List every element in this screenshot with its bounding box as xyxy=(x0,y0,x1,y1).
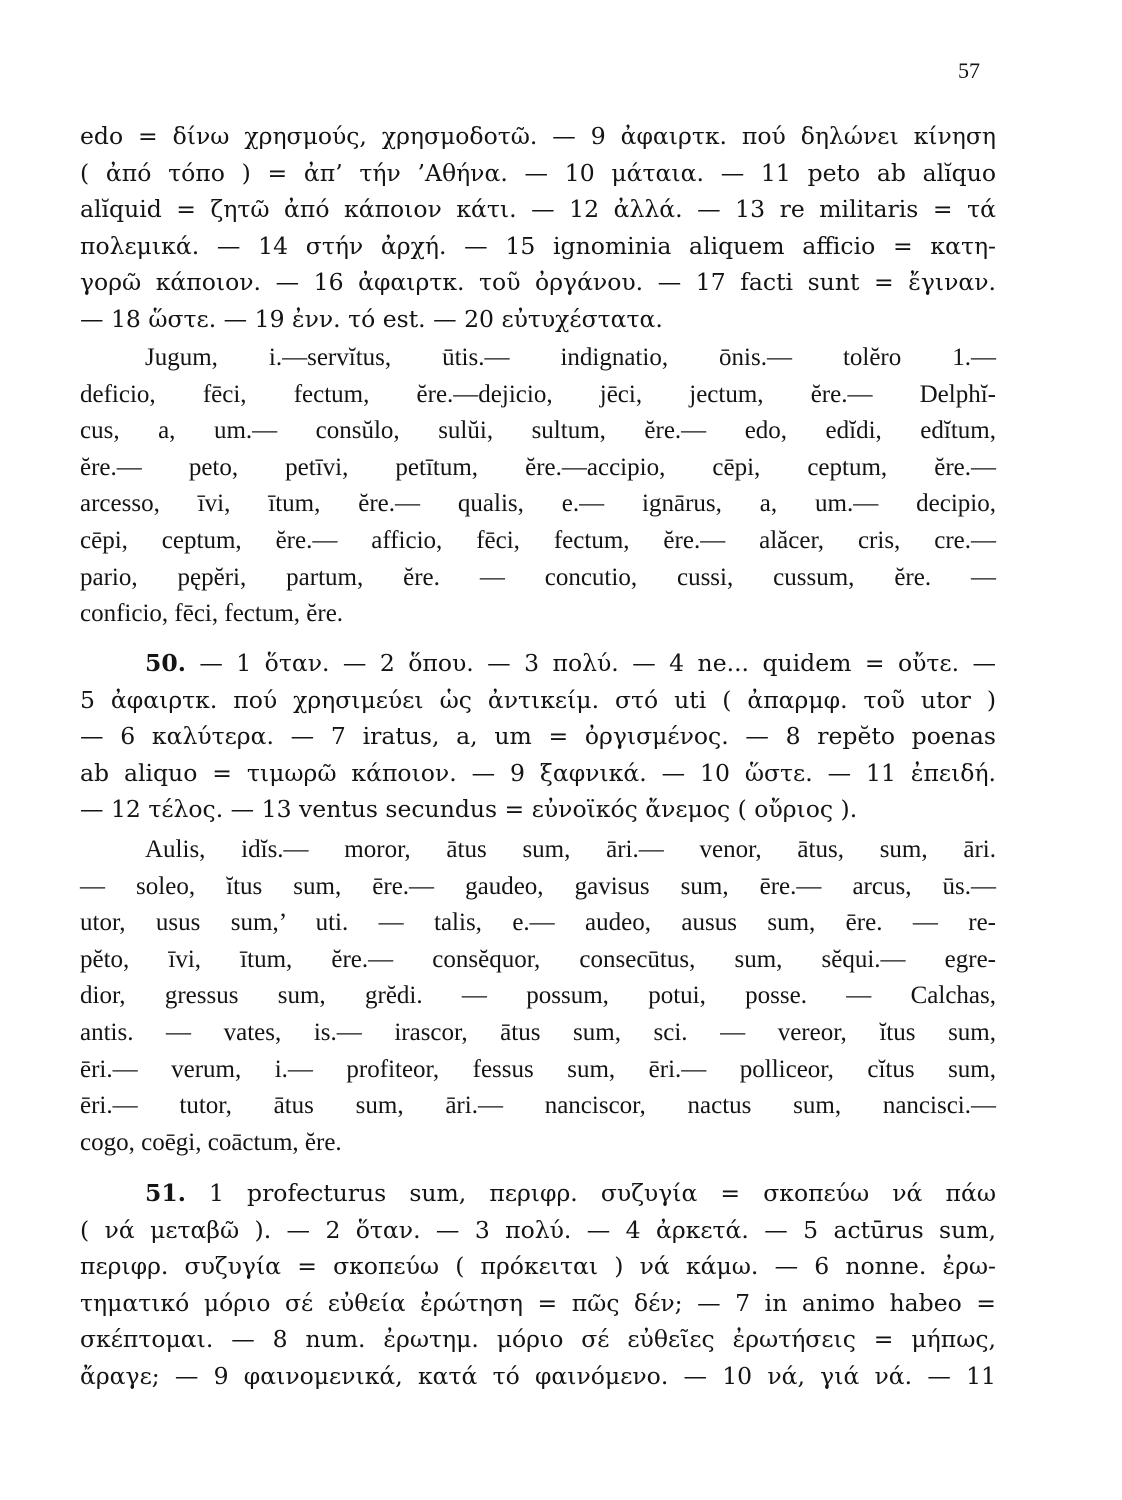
text-line: conficio, fēci, fectum, ĕre. xyxy=(80,600,344,628)
text-line: dior, gressus sum, grĕdi. — possum, potui, posse. — Calchas, xyxy=(80,982,996,1010)
text-line: — soleo, ĭtus sum, ēre.— gaudeo, gavisus sum, ēre.— arcus, ūs.— xyxy=(80,872,996,900)
text-line: γορῶ κάποιον. — 16 ἀφαιρτκ. τοῦ ὀργάνου. — 17 facti sunt = ἔγιναν. xyxy=(80,268,996,297)
text-line-content: — 1 ὅταν. — 2 ὅπου. — 3 πολύ. — 4 ne... quidem = οὔτε. — xyxy=(185,649,996,677)
text-line: alĭquid = ζητῶ ἀπό κάποιον κάτι. — 12 ἀλλά. — 13 re militaris = τά xyxy=(80,195,996,224)
text-line: pĕto, īvi, ītum, ĕre.— consĕquor, consecūtus, sum, sĕqui.— egre- xyxy=(80,945,996,973)
text-line xyxy=(80,1175,996,1212)
text-line: σκέπτομαι. — 8 num. ἐρωτημ. μόριο σέ εὐθεῖες ἐρωτήσεις = μήπως, xyxy=(80,1325,996,1354)
section-50-notes xyxy=(80,645,996,828)
section-49-notes xyxy=(80,118,996,338)
page-number: 57 xyxy=(958,58,980,83)
text-line: ἄραγε; — 9 φαινομενικά, κατά τό φαινόμενο. — 10 νά, γιά νά. — 11 xyxy=(80,1361,996,1390)
text-line: Jugum, i.—servĭtus, ūtis.— indignatio, ōnis.— tolĕro 1.— xyxy=(145,344,996,371)
text-line: — 12 τέλος. — 13 ventus secundus = εὐνοϊκός ἄνεμος ( οὔριος ). xyxy=(80,795,858,824)
text-line: edo = δίνω χρησμούς, χρησμοδοτῶ. — 9 ἀφαιρτκ. πού δηλώνει κίνηση xyxy=(80,122,996,150)
text-line: ( νά μεταβῶ ). — 2 ὅταν. — 3 πολύ. — 4 ἀρκετά. — 5 actūrus sum, xyxy=(80,1215,996,1244)
text-line: ēri.— tutor, ātus sum, āri.— nanciscor, nactus sum, nancisci.— xyxy=(80,1092,996,1120)
text-line: arcesso, īvi, ītum, ĕre.— qualis, e.— ignārus, a, um.— decipio, xyxy=(80,490,996,518)
section-51-notes xyxy=(80,1175,996,1395)
text-line: 5 ἀφαιρτκ. πού χρησιμεύει ὡς ἀντικείμ. στό uti ( ἀπαρμφ. τοῦ utor ) xyxy=(80,685,996,714)
text-line: ( ἀπό τόπο ) = ἀπ’ τήν ’Αθήνα. — 10 μάταια. — 11 peto ab alĭquo xyxy=(80,158,996,187)
text-line xyxy=(80,645,996,682)
text-line: Aulis, idĭs.— moror, ātus sum, āri.— venor, ātus, sum, āri. xyxy=(145,836,996,863)
text-line: — 18 ὥστε. — 19 ἐνν. τό est. — 20 εὐτυχέστατα. xyxy=(80,304,663,333)
text-line: pario, pępĕri, partum, ĕre. — concutio, cussi, cussum, ĕre. — xyxy=(80,563,996,591)
section-number: 50. xyxy=(145,649,186,677)
text-line: antis. — vates, is.— irascor, ātus sum, sci. — vereor, ĭtus sum, xyxy=(80,1018,996,1046)
section-number: 51. xyxy=(145,1179,186,1207)
text-line: τηματικό μόριο σέ εὐθεία ἐρώτηση = πῶς δέν; — 7 in animo habeo = xyxy=(80,1288,996,1317)
text-line: cēpi, ceptum, ĕre.— afficio, fēci, fectum, ĕre.— alăcer, cris, cre.— xyxy=(80,526,996,554)
text-line: περιφρ. συζυγία = σκοπεύω ( πρόκειται ) νά κάμω. — 6 nonne. ἐρω- xyxy=(80,1252,996,1281)
text-line-content: 1 profecturus sum, περιφρ. συζυγία = σκοπεύω νά πάω xyxy=(185,1179,996,1207)
text-line: cogo, coēgi, coāctum, ĕre. xyxy=(80,1128,342,1156)
text-line: utor, usus sum,’ uti. — talis, e.— audeo, ausus sum, ēre. — re- xyxy=(80,909,996,937)
text-line: cus, a, um.— consŭlo, sulŭi, sultum, ĕre.— edo, edĭdi, edĭtum, xyxy=(80,417,996,445)
text-line: ĕre.— peto, petīvi, petītum, ĕre.—accipio, cēpi, ceptum, ĕre.— xyxy=(80,453,996,481)
vocabulary-list-49 xyxy=(80,340,996,633)
text-line: ab aliquo = τιμωρῶ κάποιον. — 9 ξαφνικά. — 10 ὥστε. — 11 ἐπειδή. xyxy=(80,758,996,787)
text-line: deficio, fēci, fectum, ĕre.—dejicio, jēci, jectum, ĕre.— Delphĭ- xyxy=(80,380,996,408)
vocabulary-list-50 xyxy=(80,832,996,1161)
text-line: — 6 καλύτερα. — 7 iratus, a, um = ὀργισμένος. — 8 repĕto poenas xyxy=(80,722,996,751)
text-line: πολεμικά. — 14 στήν ἀρχή. — 15 ignominia aliquem afficio = κατη- xyxy=(80,231,996,260)
text-line: ēri.— verum, i.— profiteor, fessus sum, ēri.— polliceor, cĭtus sum, xyxy=(80,1055,996,1083)
